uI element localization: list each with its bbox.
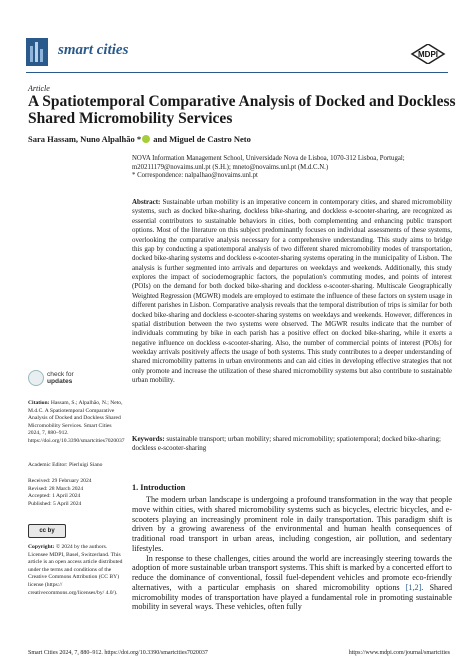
- abstract-text: Sustainable urban mobility is an imperative concern in contemporary cities, and shared micromobility systems, such as docked bike-sharing, dockless bike-sharing, and dockless e-scooter-sharing, are recognized as essential contributors to sustainable behaviors in cities, both complementing and enhancing public transport options. Most of the literature on this subject predominantly focuses on individual assessments of these systems, overlooking the comparative analysis necessary for a comprehensive understanding. This study aims to bridge this gap by conducting a spatiotemporal analysis of two different shared micromobility modes of transportation, docked bike-sharing systems and dockless e-scooter-sharing systems operating in the municipality of Lisbon. The analysis is further segmented into arrivals and departures on weekdays and weekends. Additionally, this study explores the impact of sociodemographic factors, the population's commuting modes, and points of interest (POIs) on the demand for both docked bike-sharing and dockless e-scooter-sharing. Multiscale Geographically Weighted Regression (MGWR) models are employed to estimate the influence of these factors on system usage in different parishes in Lisbon. Comparative analysis reveals that the temporal distribution of trips is similar for both docked bike-sharing and dockless e-scooter-sharing systems on weekdays and weekends. However, differences in spatial distribution between the two systems were observed. The MGWR results indicate that the number of individuals commuting by bike in each parish has a positive effect on docked bike-sharing, while it exerts a negative influence on dockless e-scooter-sharing. Also, the number of commercial points of interest (POIs) for weekday arrivals positively affects the usage of both systems. This study contributes to a deeper understanding of shared micromobility patterns in urban environments and can aid cities in developing effective strategies that not only promote and increase the utilization of these shared micromobility systems but also contribute to sustainable urban mobility.: [132, 198, 453, 385]
- citation-link[interactable]: [1,2]: [405, 582, 422, 592]
- authors-tail: and Miguel de Castro Neto: [153, 134, 251, 144]
- publisher-name: MDPI: [418, 50, 438, 59]
- journal-logo-icon: [26, 38, 48, 66]
- section-body: [132, 495, 452, 612]
- affiliations: [132, 155, 452, 181]
- footer-journal-url[interactable]: https://www.mdpi.com/journal/smartcities: [348, 650, 450, 656]
- date-published: Published: 5 April 2024: [28, 500, 82, 507]
- cc-by-license-icon[interactable]: cc by: [28, 524, 66, 538]
- paragraph-2: [132, 554, 452, 613]
- orcid-icon[interactable]: [142, 135, 150, 143]
- dates-block: [28, 478, 124, 508]
- copyright-label: Copyright:: [28, 544, 55, 550]
- journal-name: smart cities: [58, 42, 129, 58]
- copyright-text: © 2024 by the authors. Licensee MDPI, Basel, Switzerland. This article is an open access article distributed under the terms and conditions of the Creative Commons Attribution (CC BY) license (https:// creativecommons.org/licenses/by/ 4.0/).: [28, 544, 123, 596]
- header-rule: [26, 72, 448, 73]
- date-revised: Revised: 28 March 2024: [28, 485, 84, 492]
- academic-editor: Academic Editor: Pierluigi Siano: [28, 462, 103, 468]
- paragraph-1: The modern urban landscape is undergoing a profound transformation in the way that people move within cities, with shared micromobility systems such as bicycles, electric bicycles, and e-scooters playing an increasingly prominent role in daily transportation. This paradigm shift is driven by a growing awareness of the environmental and human health consequences of traditional road transport in urban areas, including congestion, air pollution, and sedentary lifestyles.: [132, 495, 452, 553]
- affiliation-2: m20211179@novaims.unl.pt (S.H.); mneto@novaims.unl.pt (M.d.C.N.): [132, 163, 329, 171]
- date-received: Received: 29 February 2024: [28, 478, 92, 484]
- footer-citation: Smart Cities 2024, 7, 880–912. https://doi.org/10.3390/smartcities7020037: [28, 650, 208, 656]
- article-title: A Spatiotemporal Comparative Analysis of Docked and Dockless Shared Micromobility Services: [28, 93, 456, 127]
- article-type: Article: [28, 84, 50, 93]
- paragraph-2-text-end: . Shared micromobility modes of transportation have played a fundamental role in promoting sustainable mobility in several ways. These vehicles, often fully: [132, 582, 453, 612]
- section-heading: 1. Introduction: [132, 483, 186, 492]
- copyright-block: [28, 544, 124, 597]
- affiliation-1: NOVA Information Management School, Universidade Nova de Lisboa, 1070-312 Lisboa, Portugal;: [132, 155, 405, 162]
- abstract: [132, 198, 452, 386]
- citation-label: Citation:: [28, 400, 50, 406]
- check-updates-line2: updates: [47, 378, 73, 385]
- author-list: Sara Hassam, Nuno Alpalhão * and Miguel de Castro Neto: [28, 134, 251, 144]
- check-updates-icon: [28, 370, 44, 386]
- check-updates-label: [47, 371, 74, 385]
- date-accepted: Accepted: 1 April 2024: [28, 493, 81, 500]
- keywords: [132, 435, 452, 454]
- authors-text: Sara Hassam, Nuno Alpalhão: [28, 134, 135, 144]
- paragraph-2-text: In response to these challenges, cities around the world are increasingly steering towards the adoption of more sustainable urban transport systems. This shift is marked by a concerted effort to reduce the dominance of conventional, fossil fuel-dependent vehicles and promote eco-friendly alternatives, with a particular emphasis on shared micromobility options: [132, 553, 452, 592]
- keywords-label: Keywords:: [132, 435, 165, 443]
- mdpi-logo-icon: [410, 44, 446, 64]
- check-for-updates-button[interactable]: [28, 370, 98, 396]
- citation-block: [28, 400, 124, 446]
- correspondence: * Correspondence: nalpalhao@novaims.unl.pt: [132, 172, 258, 180]
- abstract-label: Abstract:: [132, 198, 161, 206]
- citation-text: Hassam, S.; Alpalhão, N.; Neto, M.d.C. A Spatiotemporal Comparative Analysis of Docked and Dockless Shared Micromobility Services. Smart Cities 2024, 7, 880–912. https://doi.org/10.3390/smartcities7020037: [28, 400, 125, 444]
- keywords-text: sustainable transport; urban mobility; shared micromobility; spatiotemporal; docked bike-sharing; dockless e-scooter-sharing: [132, 435, 441, 453]
- check-updates-line1: check for: [47, 371, 74, 378]
